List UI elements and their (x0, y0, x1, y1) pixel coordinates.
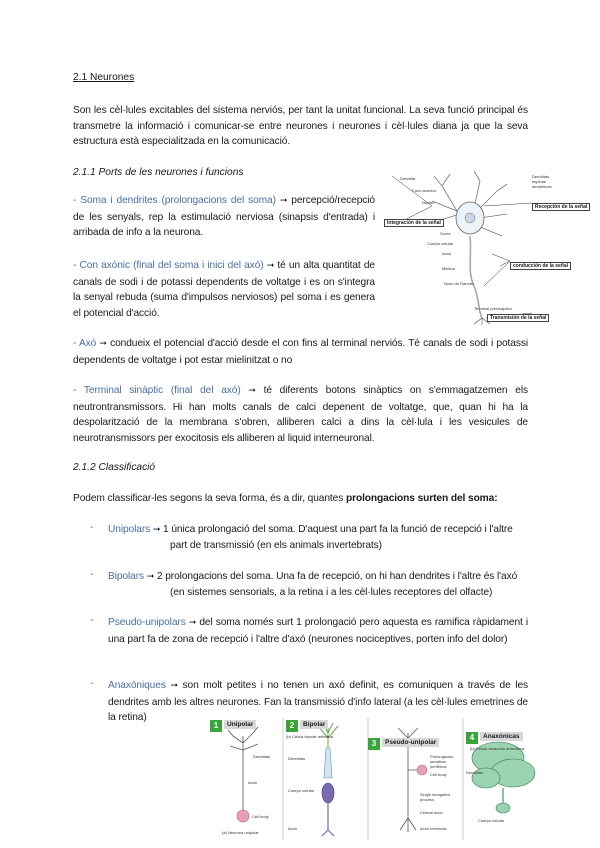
class-text: 2 prolongacions del soma. Una fa de recepció, on hi han dendrites i l'altre és l'axó (154, 571, 518, 582)
small-espinas: Dendritas espinas dendríticas (532, 174, 552, 189)
class-item-unipolars (108, 522, 528, 539)
label-recepcion: Recepción de la señal (532, 203, 590, 211)
class-text: son molt petites i no tenen un axó definit, es comuniquen a través de les dendrites amb les altres neurones. Fan la transmissió d'info lateral (a les cèl·lules emetrines de la retina) (108, 680, 528, 724)
small-terminal: Terminal presináptico (474, 306, 512, 311)
arrow-icon: ➞ (248, 386, 256, 396)
p1-caption: (a) Neurona unipolar (222, 830, 259, 835)
p1-dendritas: Dendritas (253, 754, 271, 759)
bullet-dash: - (90, 569, 94, 580)
classification-heading: 2.1.2 Classificació (73, 462, 156, 473)
part-term: - Con axònic (final del soma i inici del axó) (73, 260, 264, 271)
label-transmision: Transmisión de la señal (487, 314, 549, 322)
part-text: té diferents botons sinàptics on s'emmagatzemen els neutrontransmissors. Hi han molts canals de calci depenent de voltatge, que, quan hi ha la despolarització de la membrana s'obren, alliberen calci a dins la cèl·lula i les vesicules de neurotransmissors per exocitosis els alliberen al liquid interneuronal. (73, 385, 528, 444)
p2-axon: Axón (288, 826, 298, 831)
p3-prolong: Prolongación sensitiva periférica (430, 754, 454, 769)
part-item-con-axonic (73, 258, 375, 321)
p2-caption: (b) Célula bipolar retiniana (286, 734, 333, 739)
bullet-dash: - (90, 522, 94, 533)
classification-intro-text: Podem classificar-les segons la seva forma, és a dir, quantes (73, 493, 346, 504)
part-item-soma (73, 193, 375, 241)
panel-3-title: Pseudo-unipolar (382, 738, 439, 747)
panel-3-badge: 3 (368, 738, 380, 750)
arrow-icon: ➞ (188, 618, 197, 628)
class-term: Anaxòniques (108, 680, 166, 691)
label-conduccion: conducción de la señal (510, 262, 571, 270)
classification-intro-bold: prolongacions surten del soma: (345, 493, 498, 504)
part-text: té un alta quantitat de canals de sodi i de potassi dependents de voltatge i es on s'integra la senyal rebuda (suma d'impulsos nerviosos) pel soma i es genera el potencial d'acció. (73, 260, 375, 319)
part-text: percepció/recepció de les senyals, rep la estimulació nerviosa (sinapsis d'entrada) i arribada de info a la neurona. (73, 195, 375, 239)
arrow-icon: ➞ (146, 572, 155, 582)
parts-heading: 2.1.1 Ports de les neurones i funcions (73, 167, 244, 178)
p4-dendritas: Dendritas (466, 770, 484, 775)
p1-cuerpo: Cell body (252, 814, 269, 819)
part-item-axo (73, 336, 528, 368)
small-cono: Cono axónico (412, 188, 437, 193)
classification-intro (73, 491, 528, 507)
small-nucleo: Núcleo (422, 200, 435, 205)
class-text: del soma només surt 1 prolongació pero aquesta es ramifica ràpidament i una part fa de zona de recepció i l'altre d'axó (neurones nociceptives, porten info del dolor) (108, 617, 528, 645)
neuron-structure-illustration (382, 166, 572, 326)
panel-1-badge: 1 (210, 720, 222, 732)
part-term: - Axó (73, 338, 97, 349)
bullet-dash: - (90, 615, 94, 626)
p4-caption: (b) Célula amacrina anaxónica (470, 746, 525, 751)
p1-axon: Axón (248, 780, 258, 785)
arrow-icon: ➞ (170, 681, 178, 691)
arrow-icon: ➞ (152, 525, 161, 535)
class-term: Unipolars (108, 524, 151, 535)
p3-axon: Single elongated process (420, 792, 450, 802)
p2-dendritas: Dendritas (288, 756, 306, 761)
panel-2-title: Bipolar (300, 720, 328, 729)
label-integracion: Integración de la señal (384, 219, 444, 227)
p3-central: Central axon (420, 810, 443, 815)
bullet-dash: - (90, 678, 94, 689)
part-item-terminal (73, 383, 528, 446)
class-text: 1 única prolongació del soma. D'aquest una part fa la funció de recepció i l'altre (160, 524, 513, 535)
panel-4-title: Anaxónicas (480, 732, 523, 741)
part-text: condueix el potencial d'acció desde el con fins al terminal nerviós. Té canals de sodi i potassi dependents de voltatge i pot estar mielinitzat o no (73, 338, 528, 366)
class-term: Bipolars (108, 571, 145, 582)
small-mielina: Mielina (442, 266, 455, 271)
small-nodo: Nodo de Ranvier (444, 281, 475, 286)
part-term: - Soma i dendrites (prolongacions del soma) (73, 195, 276, 206)
neuron-types-figure (208, 718, 553, 840)
panel-4-badge: 4 (466, 732, 478, 744)
class-item-unipolars-cont: part de transmissió (en els animals invertebrats) (170, 540, 382, 551)
small-dendrita: Dendrita (400, 176, 416, 181)
section-title: 2.1 Neurones (73, 72, 135, 83)
class-item-pseudo-unipolars (108, 615, 528, 647)
panel-2-badge: 2 (286, 720, 298, 732)
arrow-icon: ➞ (99, 339, 107, 349)
small-cuerpo: Cuerpo celular (427, 241, 454, 246)
p3-term: Axon terminals (420, 826, 447, 831)
arrow-icon: ➞ (279, 196, 288, 206)
class-term: Pseudo-unipolars (108, 617, 186, 628)
small-soma: Soma (440, 231, 451, 236)
small-axon: Axón (442, 251, 452, 256)
class-item-bipolars (108, 569, 528, 586)
intro-paragraph: Son les cèl·lules excitables del sistema nerviós, per tant la unitat funcional. La seva funció principal és transmetre la informació i comunicar-se entre neurones i neurones i cèl·lules diana ja que la seva estructura està especialitzada en la comunicació. (73, 105, 528, 148)
p3-cuerpo: Cell body (430, 772, 447, 777)
panel-1-title: Unipolar (224, 720, 256, 729)
class-item-bipolars-cont: (en sistemes sensorials, a la retina i a les cèl·lules receptores del olfacte) (170, 587, 493, 598)
neuron-structure-figure (382, 166, 588, 326)
part-term: - Terminal sinàptic (final del axó) (73, 385, 241, 396)
p4-cuerpo: Cuerpo celular (478, 818, 505, 823)
arrow-icon: ➞ (266, 261, 275, 271)
p2-cuerpo: Cuerpo celular (288, 788, 315, 793)
